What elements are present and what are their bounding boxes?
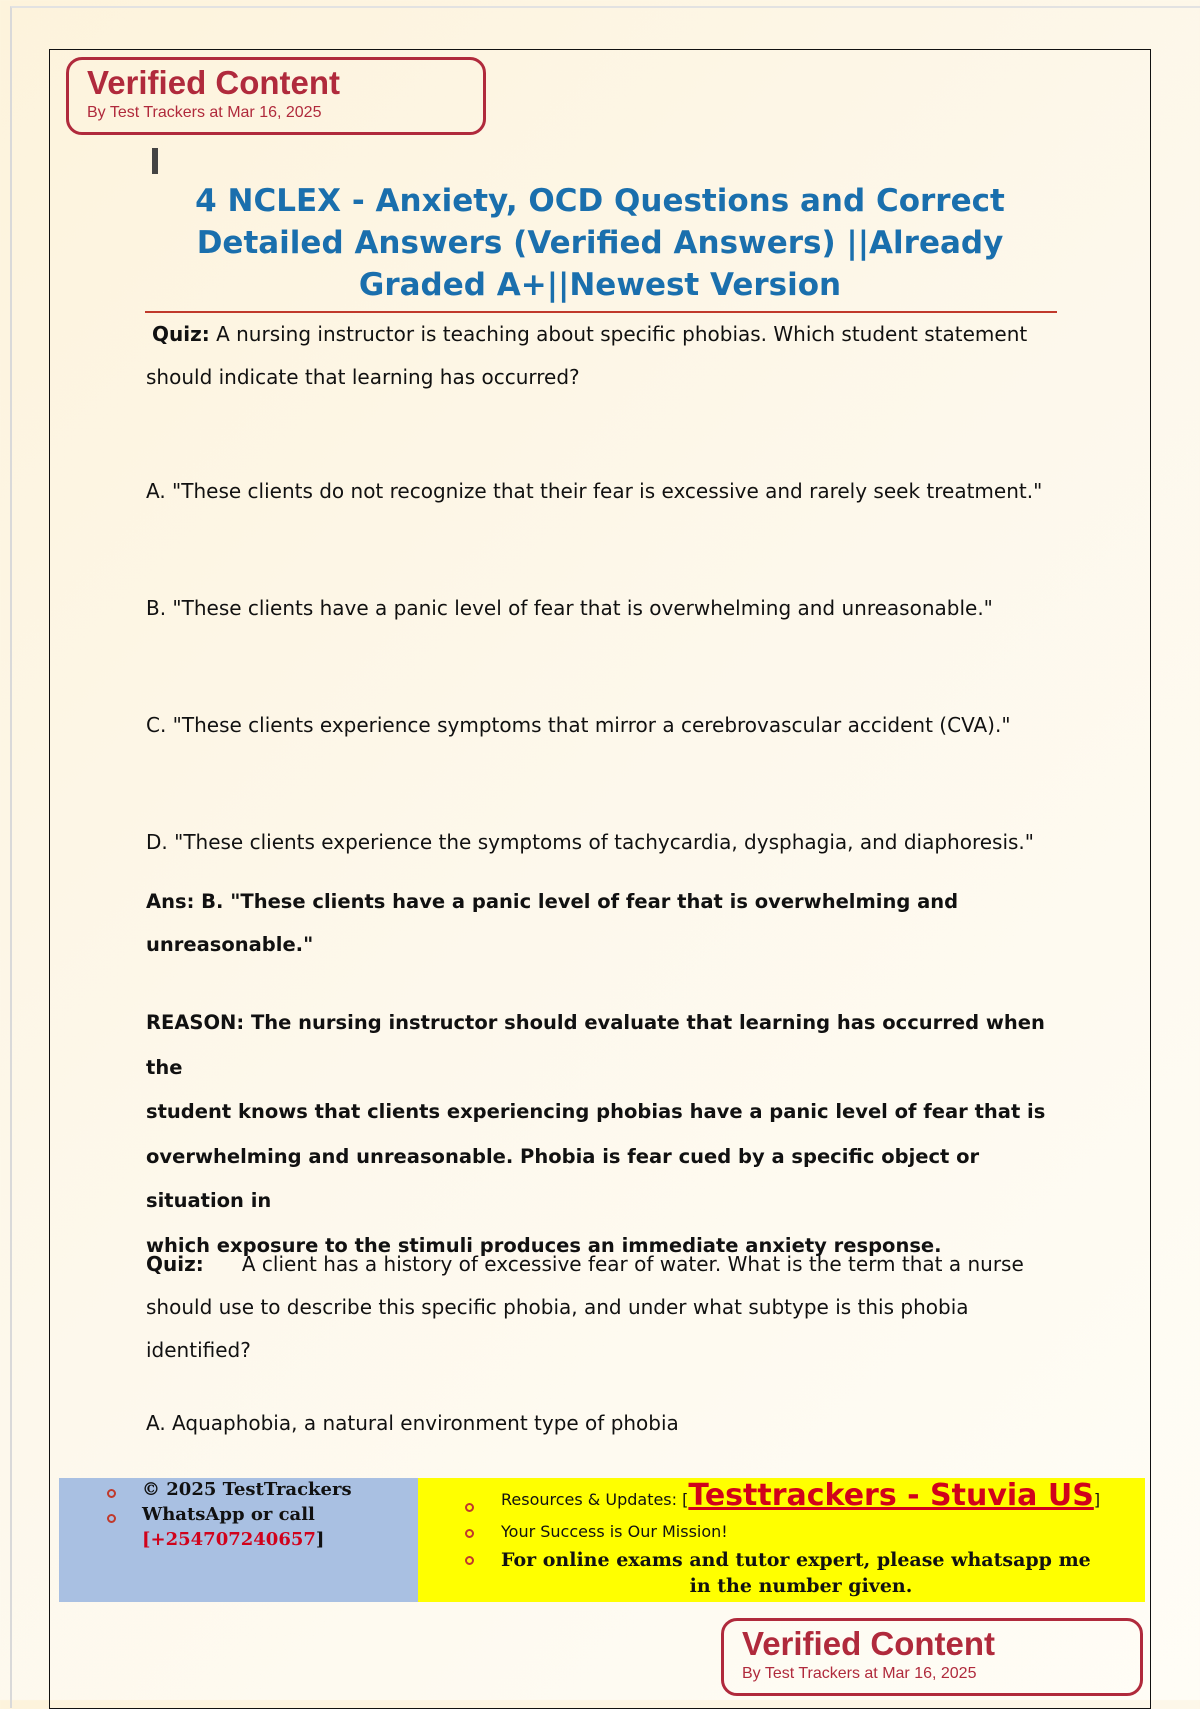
stuvia-link[interactable]: Testtrackers - Stuvia US	[688, 1478, 1094, 1513]
q1-label: Quiz:	[152, 322, 210, 346]
q1-text-line-2: should indicate that learning has occurred?	[146, 365, 580, 389]
footer-copyright: © 2025 TestTrackers	[142, 1479, 352, 1500]
q2-text-line-2: should use to describe this specific phobia, and under what subtype is this phobia identified?	[146, 1295, 969, 1362]
verified-stamp-bottom	[721, 1618, 1143, 1696]
title-line-1: 4 NCLEX - Anxiety, OCD Questions and Correct	[195, 183, 1005, 219]
q1-option-d: D. "These clients experience the symptoms of tachycardia, dysphagia, and diaphoresis."	[146, 830, 1034, 854]
text-cursor	[152, 148, 158, 174]
bullet-icon	[465, 1503, 474, 1512]
q1-question	[146, 313, 1076, 399]
q1-answer: Ans: B. "These clients have a panic level of fear that is overwhelming and unreasonable."	[146, 890, 959, 956]
phone-number[interactable]: [+254707240657	[142, 1529, 316, 1550]
q2-option-a: A. Aquaphobia, a natural environment type of phobia	[146, 1411, 679, 1435]
q1-reason	[146, 1001, 1076, 1268]
phone-bracket: ]	[315, 1529, 325, 1550]
q1-option-a: A. "These clients do not recognize that their fear is excessive and rarely seek treatment."	[146, 479, 1043, 503]
q2-text-line-1: A client has a history of excessive fear of water. What is the term that a nurse	[203, 1252, 1024, 1276]
q2-question	[146, 1243, 1076, 1372]
online-line-2: in the number given.	[689, 1575, 913, 1597]
resources-prefix: Resources & Updates: [	[501, 1490, 689, 1509]
online-line-1: For online exams and tutor expert, please whatsapp me	[501, 1549, 1091, 1571]
bullet-icon	[465, 1556, 474, 1565]
q2-label: Quiz:	[146, 1252, 204, 1276]
reason-line-2: student knows that clients experiencing phobias have a panic level of fear that is	[146, 1100, 1046, 1123]
title-line-2: Detailed Answers (Verified Answers) ||Already	[196, 225, 1004, 261]
bullet-icon	[465, 1529, 474, 1538]
verified-stamp-top	[66, 57, 486, 135]
footer-online-note	[501, 1547, 1141, 1599]
footer-phone[interactable]	[142, 1527, 324, 1552]
stamp-title: Verified Content	[742, 1625, 996, 1662]
footer-resources	[501, 1478, 1101, 1513]
document-title	[150, 180, 1050, 306]
footer-whatsapp-label: WhatsApp or call	[142, 1504, 315, 1525]
reason-line-3: overwhelming and unreasonable. Phobia is fear cued by a specific object or situation in	[146, 1144, 980, 1212]
stamp-subtitle: By Test Trackers at Mar 16, 2025	[742, 1665, 977, 1682]
footer-mission: Your Success is Our Mission!	[501, 1522, 728, 1541]
q1-option-b: B. "These clients have a panic level of fear that is overwhelming and unreasonable."	[146, 596, 993, 620]
bullet-icon	[107, 1489, 116, 1498]
title-line-3: Graded A+||Newest Version	[358, 267, 842, 303]
q1-text-line-1: A nursing instructor is teaching about specific phobias. Which student statement	[209, 322, 1028, 346]
reason-line-4: which exposure to the stimuli produces an immediate anxiety response.	[146, 1233, 942, 1257]
stamp-subtitle: By Test Trackers at Mar 16, 2025	[87, 104, 322, 121]
resources-suffix: ]	[1093, 1490, 1101, 1509]
reason-line-1: REASON: The nursing instructor should evaluate that learning has occurred when the	[146, 1011, 1045, 1079]
q1-option-c: C. "These clients experience symptoms that mirror a cerebrovascular accident (CVA)."	[146, 713, 1011, 737]
bullet-icon	[107, 1514, 116, 1523]
stamp-title: Verified Content	[87, 64, 341, 101]
